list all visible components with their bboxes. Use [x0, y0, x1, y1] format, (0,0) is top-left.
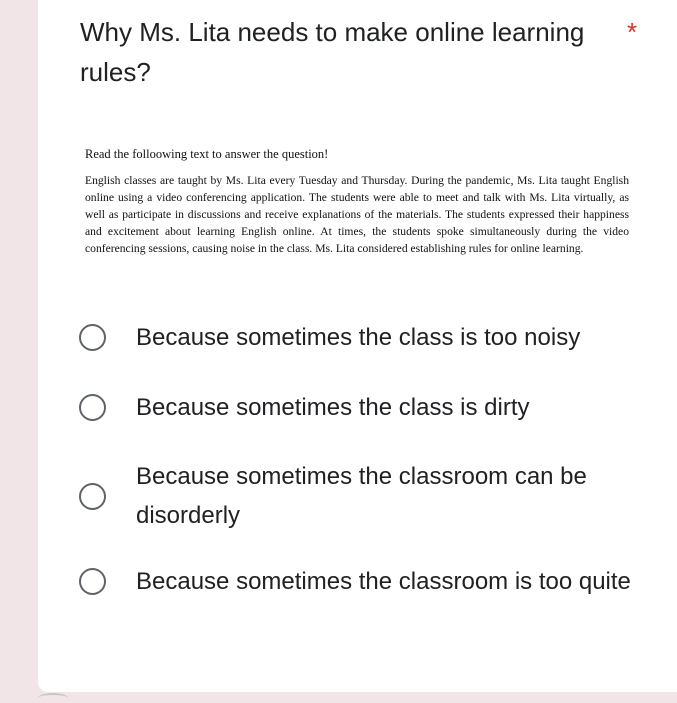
passage-intro: Read the folloowing text to answer the question!: [85, 147, 329, 161]
passage-body: English classes are taught by Ms. Lita every Tuesday and Thursday. During the pandemic, Ms. Lita taught English online using a video conferencing application. The students were able to meet and talk with Ms. Lita virtually, as well as participate in discussions and receive explanations of the materials. The students expressed their happiness and excitement about learning English online. At times, the students spoke simultaneously during the video conferencing sessions, causing noise in the class. Ms. Lita considered establishing rules for online learning.: [85, 174, 629, 255]
option-label: Because sometimes the class is dirty: [136, 394, 530, 421]
radio-button-icon[interactable]: [79, 483, 106, 510]
radio-button-icon[interactable]: [79, 568, 106, 595]
question-title: Why Ms. Lita needs to make online learning rules?: [80, 17, 585, 87]
option-label: Because sometimes the class is too noisy: [136, 324, 581, 351]
reading-passage-image: [85, 145, 629, 257]
option-4[interactable]: [79, 562, 636, 601]
option-label: Because sometimes the classroom can be disorderly: [136, 463, 587, 529]
radio-button-icon[interactable]: [79, 394, 106, 421]
option-3[interactable]: [79, 457, 636, 535]
option-1[interactable]: [79, 318, 636, 357]
option-label: Because sometimes the classroom is too quite: [136, 568, 631, 595]
next-card-edge: [38, 693, 68, 703]
required-marker: *: [627, 17, 638, 47]
radio-button-icon[interactable]: [79, 324, 106, 351]
option-2[interactable]: [79, 388, 636, 427]
